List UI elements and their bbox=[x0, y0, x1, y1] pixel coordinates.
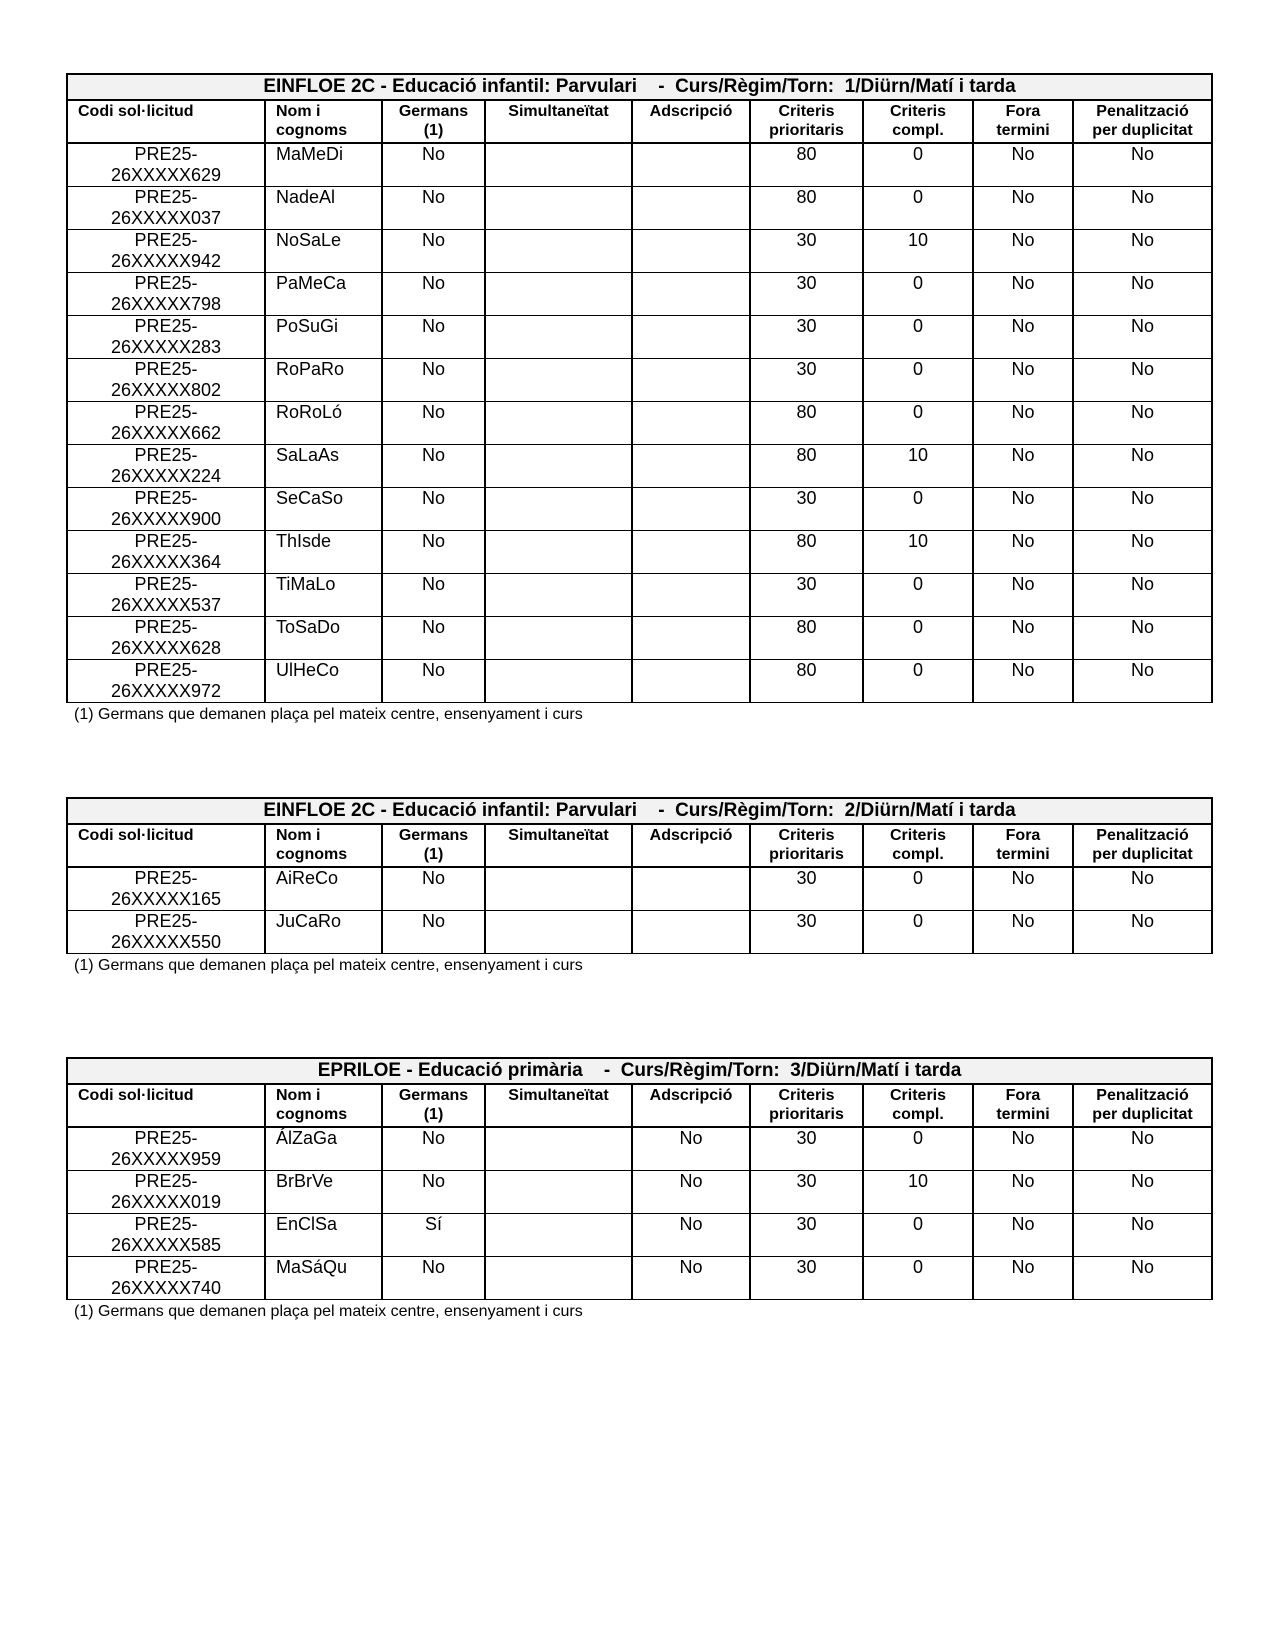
table-row bbox=[67, 316, 1212, 359]
cell-code: PRE25- 26XXXXX165 bbox=[67, 867, 265, 911]
header-siblings: Germans (1) bbox=[382, 824, 485, 867]
table-title: EINFLOE 2C - Educació infantil: Parvulari - Curs/Règim/Torn: 2/Diürn/Matí i tarda bbox=[67, 798, 1212, 824]
cell-complementary-criteria: 0 bbox=[863, 911, 973, 954]
cell-name: RoRoLó bbox=[265, 402, 382, 445]
cell-adscription bbox=[632, 143, 750, 187]
header-complementary-criteria: Criteris compl. bbox=[863, 100, 973, 143]
table-row bbox=[67, 143, 1212, 187]
cell-simultaneity bbox=[485, 359, 632, 402]
cell-out-of-term: No bbox=[973, 143, 1073, 187]
cell-out-of-term: No bbox=[973, 316, 1073, 359]
cell-name: SaLaAs bbox=[265, 445, 382, 488]
header-adscription: Adscripció bbox=[632, 824, 750, 867]
cell-duplicity-penalty: No bbox=[1073, 1214, 1212, 1257]
cell-adscription bbox=[632, 660, 750, 703]
cell-adscription bbox=[632, 488, 750, 531]
cell-siblings: No bbox=[382, 531, 485, 574]
cell-out-of-term: No bbox=[973, 617, 1073, 660]
cell-name: BrBrVe bbox=[265, 1171, 382, 1214]
header-out-of-term: Fora termini bbox=[973, 1084, 1073, 1127]
cell-priority-criteria: 30 bbox=[750, 911, 863, 954]
cell-out-of-term: No bbox=[973, 1214, 1073, 1257]
header-duplicity-penalty: Penalització per duplicitat bbox=[1073, 1084, 1212, 1127]
cell-code: PRE25- 26XXXXX629 bbox=[67, 143, 265, 187]
header-priority-criteria: Criteris prioritaris bbox=[750, 824, 863, 867]
cell-complementary-criteria: 0 bbox=[863, 617, 973, 660]
cell-complementary-criteria: 0 bbox=[863, 1257, 973, 1300]
header-simultaneity: Simultaneïtat bbox=[485, 1084, 632, 1127]
cell-siblings: Sí bbox=[382, 1214, 485, 1257]
cell-adscription: No bbox=[632, 1127, 750, 1171]
table-row bbox=[67, 617, 1212, 660]
table-title: EINFLOE 2C - Educació infantil: Parvulari - Curs/Règim/Torn: 1/Diürn/Matí i tarda bbox=[67, 74, 1212, 100]
cell-simultaneity bbox=[485, 1257, 632, 1300]
cell-code: PRE25- 26XXXXX628 bbox=[67, 617, 265, 660]
cell-complementary-criteria: 10 bbox=[863, 1171, 973, 1214]
cell-siblings: No bbox=[382, 911, 485, 954]
cell-adscription bbox=[632, 316, 750, 359]
cell-name: NoSaLe bbox=[265, 230, 382, 273]
table-title: EPRILOE - Educació primària - Curs/Règim/Torn: 3/Diürn/Matí i tarda bbox=[67, 1058, 1212, 1084]
cell-simultaneity bbox=[485, 660, 632, 703]
cell-out-of-term: No bbox=[973, 445, 1073, 488]
cell-priority-criteria: 30 bbox=[750, 574, 863, 617]
cell-complementary-criteria: 10 bbox=[863, 445, 973, 488]
cell-duplicity-penalty: No bbox=[1073, 445, 1212, 488]
table-row bbox=[67, 488, 1212, 531]
header-priority-criteria: Criteris prioritaris bbox=[750, 1084, 863, 1127]
cell-complementary-criteria: 0 bbox=[863, 143, 973, 187]
cell-priority-criteria: 30 bbox=[750, 488, 863, 531]
cell-siblings: No bbox=[382, 230, 485, 273]
cell-out-of-term: No bbox=[973, 660, 1073, 703]
cell-duplicity-penalty: No bbox=[1073, 617, 1212, 660]
cell-out-of-term: No bbox=[973, 488, 1073, 531]
cell-complementary-criteria: 0 bbox=[863, 1127, 973, 1171]
cell-code: PRE25- 26XXXXX972 bbox=[67, 660, 265, 703]
cell-code: PRE25- 26XXXXX959 bbox=[67, 1127, 265, 1171]
header-name: Nom i cognoms bbox=[265, 100, 382, 143]
cell-duplicity-penalty: No bbox=[1073, 660, 1212, 703]
cell-complementary-criteria: 10 bbox=[863, 531, 973, 574]
cell-siblings: No bbox=[382, 488, 485, 531]
cell-code: PRE25- 26XXXXX662 bbox=[67, 402, 265, 445]
cell-simultaneity bbox=[485, 143, 632, 187]
table-row bbox=[67, 911, 1212, 954]
cell-name: AiReCo bbox=[265, 867, 382, 911]
header-name: Nom i cognoms bbox=[265, 824, 382, 867]
header-code: Codi sol·licitud bbox=[67, 824, 265, 867]
cell-code: PRE25- 26XXXXX900 bbox=[67, 488, 265, 531]
cell-out-of-term: No bbox=[973, 1127, 1073, 1171]
cell-adscription bbox=[632, 359, 750, 402]
cell-priority-criteria: 30 bbox=[750, 230, 863, 273]
cell-duplicity-penalty: No bbox=[1073, 273, 1212, 316]
cell-simultaneity bbox=[485, 402, 632, 445]
cell-siblings: No bbox=[382, 445, 485, 488]
table-row bbox=[67, 273, 1212, 316]
cell-duplicity-penalty: No bbox=[1073, 187, 1212, 230]
table-row bbox=[67, 1257, 1212, 1300]
cell-adscription: No bbox=[632, 1171, 750, 1214]
cell-simultaneity bbox=[485, 531, 632, 574]
cell-code: PRE25- 26XXXXX019 bbox=[67, 1171, 265, 1214]
footnote: (1) Germans que demanen plaça pel mateix centre, ensenyament i curs bbox=[74, 706, 583, 723]
table-row bbox=[67, 867, 1212, 911]
cell-duplicity-penalty: No bbox=[1073, 359, 1212, 402]
cell-out-of-term: No bbox=[973, 230, 1073, 273]
cell-siblings: No bbox=[382, 660, 485, 703]
cell-siblings: No bbox=[382, 187, 485, 230]
cell-name: PaMeCa bbox=[265, 273, 382, 316]
cell-code: PRE25- 26XXXXX798 bbox=[67, 273, 265, 316]
cell-adscription: No bbox=[632, 1257, 750, 1300]
cell-duplicity-penalty: No bbox=[1073, 316, 1212, 359]
cell-out-of-term: No bbox=[973, 531, 1073, 574]
cell-priority-criteria: 80 bbox=[750, 445, 863, 488]
cell-siblings: No bbox=[382, 143, 485, 187]
cell-out-of-term: No bbox=[973, 359, 1073, 402]
header-adscription: Adscripció bbox=[632, 1084, 750, 1127]
table-row bbox=[67, 402, 1212, 445]
cell-name: MaSáQu bbox=[265, 1257, 382, 1300]
footnote: (1) Germans que demanen plaça pel mateix centre, ensenyament i curs bbox=[74, 957, 583, 974]
cell-simultaneity bbox=[485, 445, 632, 488]
cell-siblings: No bbox=[382, 1171, 485, 1214]
header-siblings: Germans (1) bbox=[382, 1084, 485, 1127]
cell-out-of-term: No bbox=[973, 1171, 1073, 1214]
header-duplicity-penalty: Penalització per duplicitat bbox=[1073, 100, 1212, 143]
cell-name: ThIsde bbox=[265, 531, 382, 574]
table-row bbox=[67, 230, 1212, 273]
cell-name: NadeAl bbox=[265, 187, 382, 230]
cell-name: PoSuGi bbox=[265, 316, 382, 359]
cell-name: RoPaRo bbox=[265, 359, 382, 402]
cell-name: JuCaRo bbox=[265, 911, 382, 954]
cell-code: PRE25- 26XXXXX364 bbox=[67, 531, 265, 574]
header-out-of-term: Fora termini bbox=[973, 824, 1073, 867]
cell-adscription bbox=[632, 574, 750, 617]
cell-priority-criteria: 30 bbox=[750, 273, 863, 316]
cell-priority-criteria: 30 bbox=[750, 1257, 863, 1300]
cell-siblings: No bbox=[382, 617, 485, 660]
cell-duplicity-penalty: No bbox=[1073, 488, 1212, 531]
cell-name: UlHeCo bbox=[265, 660, 382, 703]
header-out-of-term: Fora termini bbox=[973, 100, 1073, 143]
cell-duplicity-penalty: No bbox=[1073, 1127, 1212, 1171]
header-complementary-criteria: Criteris compl. bbox=[863, 1084, 973, 1127]
cell-priority-criteria: 80 bbox=[750, 402, 863, 445]
cell-simultaneity bbox=[485, 1214, 632, 1257]
cell-complementary-criteria: 0 bbox=[863, 316, 973, 359]
cell-priority-criteria: 80 bbox=[750, 660, 863, 703]
cell-simultaneity bbox=[485, 617, 632, 660]
cell-out-of-term: No bbox=[973, 1257, 1073, 1300]
cell-code: PRE25- 26XXXXX037 bbox=[67, 187, 265, 230]
cell-code: PRE25- 26XXXXX740 bbox=[67, 1257, 265, 1300]
cell-complementary-criteria: 10 bbox=[863, 230, 973, 273]
cell-priority-criteria: 30 bbox=[750, 1214, 863, 1257]
cell-siblings: No bbox=[382, 359, 485, 402]
cell-priority-criteria: 30 bbox=[750, 316, 863, 359]
table-row bbox=[67, 1214, 1212, 1257]
table-row bbox=[67, 531, 1212, 574]
admission-table-section bbox=[66, 1057, 1211, 1322]
cell-out-of-term: No bbox=[973, 402, 1073, 445]
cell-complementary-criteria: 0 bbox=[863, 402, 973, 445]
cell-complementary-criteria: 0 bbox=[863, 660, 973, 703]
cell-complementary-criteria: 0 bbox=[863, 574, 973, 617]
cell-simultaneity bbox=[485, 316, 632, 359]
cell-duplicity-penalty: No bbox=[1073, 1257, 1212, 1300]
admission-table bbox=[66, 73, 1213, 703]
cell-adscription: No bbox=[632, 1214, 750, 1257]
table-row bbox=[67, 359, 1212, 402]
cell-adscription bbox=[632, 273, 750, 316]
cell-out-of-term: No bbox=[973, 867, 1073, 911]
cell-name: EnClSa bbox=[265, 1214, 382, 1257]
cell-name: SeCaSo bbox=[265, 488, 382, 531]
admission-table-section bbox=[66, 73, 1211, 725]
cell-simultaneity bbox=[485, 867, 632, 911]
cell-duplicity-penalty: No bbox=[1073, 1171, 1212, 1214]
cell-priority-criteria: 80 bbox=[750, 531, 863, 574]
admission-table-section bbox=[66, 797, 1211, 976]
cell-adscription bbox=[632, 230, 750, 273]
cell-complementary-criteria: 0 bbox=[863, 273, 973, 316]
cell-name: ÁlZaGa bbox=[265, 1127, 382, 1171]
header-code: Codi sol·licitud bbox=[67, 100, 265, 143]
cell-siblings: No bbox=[382, 273, 485, 316]
cell-siblings: No bbox=[382, 316, 485, 359]
cell-code: PRE25- 26XXXXX585 bbox=[67, 1214, 265, 1257]
table-row bbox=[67, 1127, 1212, 1171]
cell-complementary-criteria: 0 bbox=[863, 867, 973, 911]
cell-priority-criteria: 30 bbox=[750, 1127, 863, 1171]
cell-code: PRE25- 26XXXXX224 bbox=[67, 445, 265, 488]
cell-simultaneity bbox=[485, 187, 632, 230]
table-row bbox=[67, 574, 1212, 617]
header-siblings: Germans (1) bbox=[382, 100, 485, 143]
cell-simultaneity bbox=[485, 230, 632, 273]
cell-adscription bbox=[632, 531, 750, 574]
cell-adscription bbox=[632, 867, 750, 911]
cell-code: PRE25- 26XXXXX802 bbox=[67, 359, 265, 402]
cell-simultaneity bbox=[485, 273, 632, 316]
cell-duplicity-penalty: No bbox=[1073, 911, 1212, 954]
table-row bbox=[67, 445, 1212, 488]
cell-priority-criteria: 80 bbox=[750, 187, 863, 230]
cell-out-of-term: No bbox=[973, 911, 1073, 954]
cell-adscription bbox=[632, 187, 750, 230]
cell-adscription bbox=[632, 402, 750, 445]
cell-complementary-criteria: 0 bbox=[863, 359, 973, 402]
header-complementary-criteria: Criteris compl. bbox=[863, 824, 973, 867]
cell-priority-criteria: 30 bbox=[750, 359, 863, 402]
admission-table bbox=[66, 1057, 1213, 1300]
cell-simultaneity bbox=[485, 574, 632, 617]
cell-priority-criteria: 30 bbox=[750, 867, 863, 911]
cell-duplicity-penalty: No bbox=[1073, 531, 1212, 574]
cell-simultaneity bbox=[485, 488, 632, 531]
header-code: Codi sol·licitud bbox=[67, 1084, 265, 1127]
cell-code: PRE25- 26XXXXX550 bbox=[67, 911, 265, 954]
cell-simultaneity bbox=[485, 911, 632, 954]
cell-priority-criteria: 80 bbox=[750, 143, 863, 187]
cell-siblings: No bbox=[382, 867, 485, 911]
cell-adscription bbox=[632, 617, 750, 660]
cell-priority-criteria: 80 bbox=[750, 617, 863, 660]
cell-complementary-criteria: 0 bbox=[863, 187, 973, 230]
cell-siblings: No bbox=[382, 574, 485, 617]
cell-duplicity-penalty: No bbox=[1073, 574, 1212, 617]
table-row bbox=[67, 660, 1212, 703]
header-adscription: Adscripció bbox=[632, 100, 750, 143]
cell-duplicity-penalty: No bbox=[1073, 230, 1212, 273]
cell-code: PRE25- 26XXXXX283 bbox=[67, 316, 265, 359]
cell-code: PRE25- 26XXXXX537 bbox=[67, 574, 265, 617]
header-name: Nom i cognoms bbox=[265, 1084, 382, 1127]
table-row bbox=[67, 1171, 1212, 1214]
header-duplicity-penalty: Penalització per duplicitat bbox=[1073, 824, 1212, 867]
footnote: (1) Germans que demanen plaça pel mateix centre, ensenyament i curs bbox=[74, 1303, 583, 1320]
cell-priority-criteria: 30 bbox=[750, 1171, 863, 1214]
cell-out-of-term: No bbox=[973, 273, 1073, 316]
table-row bbox=[67, 187, 1212, 230]
cell-adscription bbox=[632, 445, 750, 488]
cell-simultaneity bbox=[485, 1127, 632, 1171]
cell-duplicity-penalty: No bbox=[1073, 402, 1212, 445]
cell-code: PRE25- 26XXXXX942 bbox=[67, 230, 265, 273]
cell-siblings: No bbox=[382, 1127, 485, 1171]
cell-complementary-criteria: 0 bbox=[863, 1214, 973, 1257]
cell-duplicity-penalty: No bbox=[1073, 143, 1212, 187]
cell-out-of-term: No bbox=[973, 187, 1073, 230]
header-simultaneity: Simultaneïtat bbox=[485, 824, 632, 867]
cell-complementary-criteria: 0 bbox=[863, 488, 973, 531]
cell-out-of-term: No bbox=[973, 574, 1073, 617]
cell-duplicity-penalty: No bbox=[1073, 867, 1212, 911]
cell-simultaneity bbox=[485, 1171, 632, 1214]
cell-name: MaMeDi bbox=[265, 143, 382, 187]
cell-siblings: No bbox=[382, 402, 485, 445]
header-priority-criteria: Criteris prioritaris bbox=[750, 100, 863, 143]
cell-siblings: No bbox=[382, 1257, 485, 1300]
admission-table bbox=[66, 797, 1213, 954]
cell-name: ToSaDo bbox=[265, 617, 382, 660]
header-simultaneity: Simultaneïtat bbox=[485, 100, 632, 143]
cell-name: TiMaLo bbox=[265, 574, 382, 617]
cell-adscription bbox=[632, 911, 750, 954]
